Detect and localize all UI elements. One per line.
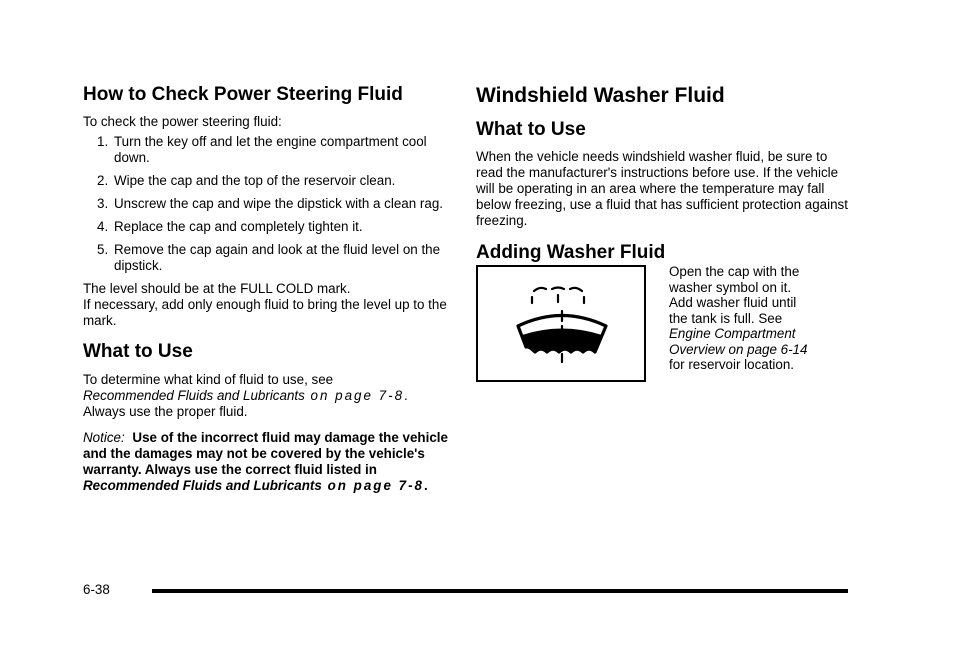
washer-symbol-figure bbox=[476, 265, 646, 382]
list-item: 4. Replace the cap and completely tighten it. bbox=[97, 218, 363, 234]
intro-text: To check the power steering fluid: bbox=[83, 113, 282, 129]
what-to-use-text: To determine what kind of fluid to use, see Recommended Fluids and Lubricants on page 7-8. Always use the proper fluid. bbox=[83, 371, 408, 419]
section-title-power-steering: How to Check Power Steering Fluid bbox=[83, 84, 403, 105]
notice-label: Notice: bbox=[83, 429, 125, 445]
washer-what-to-use-text: When the vehicle needs windshield washer fluid, be sure to read the manufacturer's instructions before use. If the vehicle will be operating in an area where the temperature may fall below freezing, use a fluid that has sufficient protection against freezing. bbox=[476, 148, 848, 228]
list-item: 1. Turn the key off and let the engine compartment cool down. bbox=[97, 133, 427, 165]
notice-block: Notice: Use of the incorrect fluid may damage the vehicle and the damages may not be covered by the vehicle's warranty. Always use the correct fluid listed in Recommended Fluids and Lubricants on page 7-8. bbox=[83, 429, 448, 493]
section-title-adding-washer: Adding Washer Fluid bbox=[476, 241, 666, 263]
steps-list bbox=[83, 134, 453, 274]
footer-rule bbox=[152, 589, 848, 593]
left-column bbox=[83, 84, 453, 494]
right-column bbox=[476, 84, 848, 264]
washer-caption: Open the cap with the washer symbol on it. Add washer fluid until the tank is full. See Engine Compartment Overview on page 6-14 for reservoir location. bbox=[669, 264, 808, 372]
list-item: 3. Unscrew the cap and wipe the dipstick with a clean rag. bbox=[97, 195, 443, 211]
section-title-what-to-use-right: What to Use bbox=[476, 119, 586, 141]
list-item: 2. Wipe the cap and the top of the reservoir clean. bbox=[97, 172, 396, 188]
ref-link-fluids[interactable]: Recommended Fluids and Lubricants on page 7-8 bbox=[83, 387, 405, 403]
section-title-what-to-use-left: What to Use bbox=[83, 340, 193, 362]
windshield-washer-icon bbox=[478, 267, 644, 380]
section-title-washer-fluid: Windshield Washer Fluid bbox=[476, 84, 725, 107]
level-text: The level should be at the FULL COLD mark. If necessary, add only enough fluid to bring the level up to the mark. bbox=[83, 280, 447, 328]
notice-ref-link[interactable]: Recommended Fluids and Lubricants on page 7-8 bbox=[83, 477, 424, 493]
page-number: 6-38 bbox=[83, 582, 110, 597]
caption-ref-link[interactable]: Engine Compartment Overview on page 6-14 bbox=[669, 326, 808, 357]
list-item: 5. Remove the cap again and look at the fluid level on the dipstick. bbox=[97, 241, 441, 273]
